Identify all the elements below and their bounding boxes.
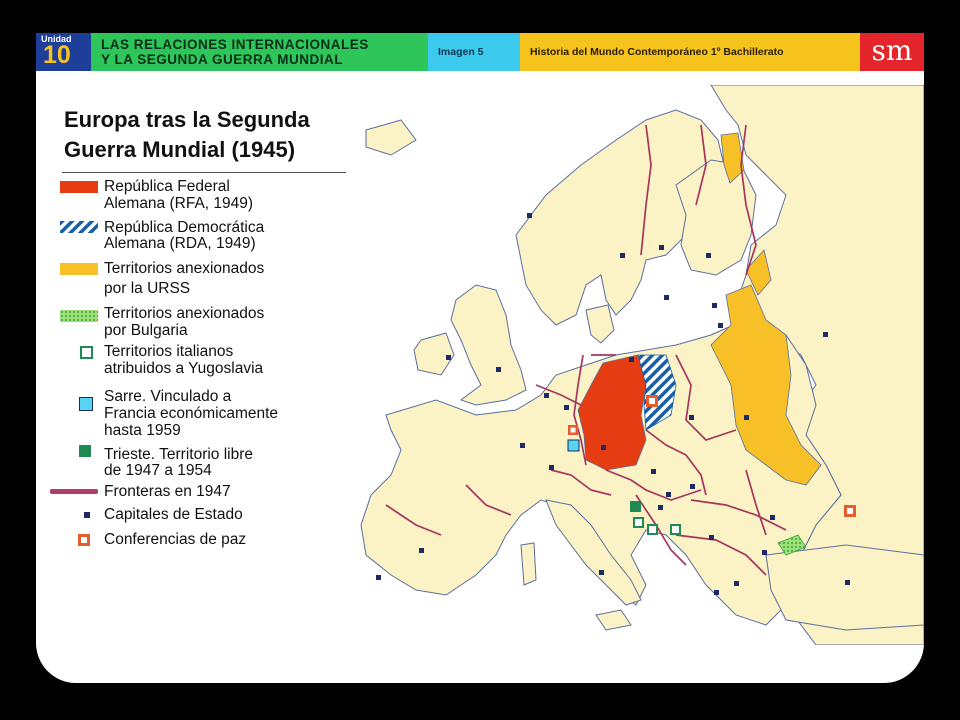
slide — [36, 33, 924, 683]
legend-borders: Fronteras en 1947 — [104, 483, 231, 500]
italian-territory-square — [634, 518, 643, 527]
publisher-logo: sm — [860, 33, 924, 71]
legend-rfa-line1: República Federal — [104, 178, 230, 195]
legend-italian-line2: atribuidos a Yugoslavia — [104, 360, 264, 377]
image-label: Imagen 5 — [428, 33, 520, 71]
legend-rda-line2: Alemana (RDA, 1949) — [104, 235, 256, 252]
rda-swatch — [60, 221, 98, 233]
trieste-swatch — [79, 445, 91, 457]
legend-rfa-line2: Alemana (RFA, 1949) — [104, 195, 254, 212]
italian-territory-square — [671, 525, 680, 534]
legend-trieste-line1: Trieste. Territorio libre — [104, 446, 254, 463]
sarre-square — [568, 440, 579, 451]
finland-region — [676, 160, 756, 275]
britain-region — [451, 285, 526, 405]
turkey-region — [766, 545, 924, 630]
map-title-line2: Guerra Mundial (1945) — [64, 137, 296, 162]
rfa-swatch — [60, 181, 98, 193]
legend-sarre-line1: Sarre. Vinculado a — [104, 388, 232, 405]
unit-title-line2: Y LA SEGUNDA GUERRA MUNDIAL — [101, 52, 344, 67]
unit-label: Unidad — [41, 34, 72, 44]
legend-capitals: Capitales de Estado — [104, 506, 243, 523]
iceland-region — [366, 120, 416, 155]
unit-title — [91, 33, 428, 71]
legend-sarre-line3: hasta 1959 — [104, 422, 181, 439]
title-divider — [62, 172, 346, 173]
unit-title-line1: LAS RELACIONES INTERNACIONALES — [101, 37, 369, 52]
unit-badge — [36, 33, 91, 71]
legend-urss-line1: Territorios anexionados — [104, 260, 265, 277]
map-title-line1: Europa tras la Segunda — [64, 107, 310, 132]
header-bar — [36, 33, 924, 71]
legend-trieste-line2: de 1947 a 1954 — [104, 462, 212, 479]
italian-territory-square — [648, 525, 657, 534]
course-label: Historia del Mundo Contemporáneo 1º Bachillerato — [520, 33, 860, 71]
sicily-region — [596, 610, 631, 630]
border-1947-swatch — [50, 489, 98, 494]
legend-sarre-line2: Francia económicamente — [104, 405, 279, 422]
conference-swatch — [78, 534, 90, 546]
sardinia-region — [521, 543, 536, 585]
urss-swatch — [60, 263, 98, 275]
italian-territory-swatch — [80, 346, 93, 359]
legend-rda-line1: República Democrática — [104, 219, 265, 236]
trieste-square — [630, 501, 641, 512]
legend-bulgaria-line2: por Bulgaria — [104, 322, 188, 339]
legend-conferences: Conferencias de paz — [104, 531, 247, 548]
legend-italian-line1: Territorios italianos — [104, 343, 234, 360]
sarre-swatch — [79, 397, 93, 411]
unit-number: 10 — [43, 41, 71, 69]
bulgaria-swatch — [60, 310, 98, 322]
legend-bulgaria-line1: Territorios anexionados — [104, 305, 265, 322]
denmark-region — [586, 305, 614, 343]
europe-map — [346, 85, 924, 645]
capital-swatch — [84, 512, 90, 518]
ireland-region — [414, 333, 454, 375]
legend-urss-line2: por la URSS — [104, 280, 191, 297]
